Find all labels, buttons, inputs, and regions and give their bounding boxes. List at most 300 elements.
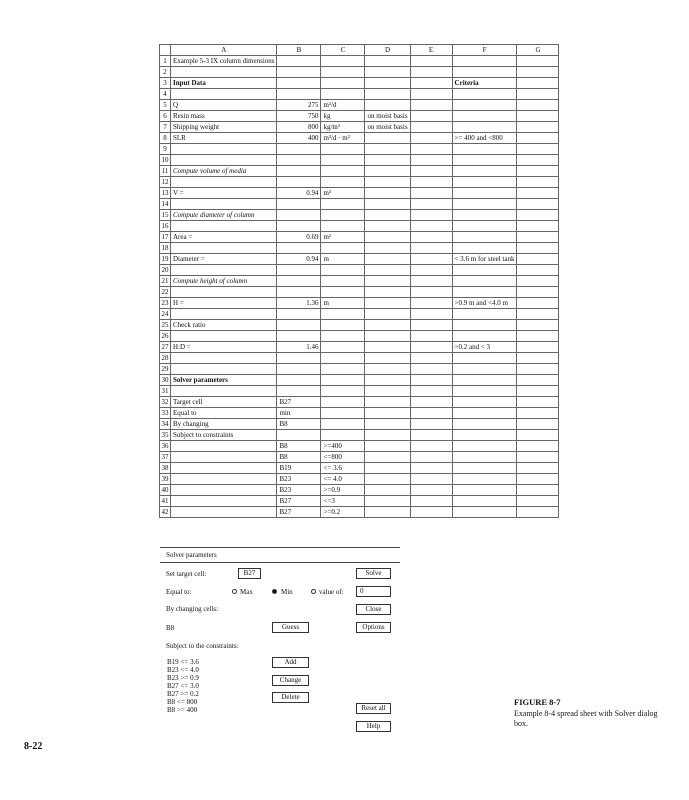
cell-e[interactable] xyxy=(410,232,452,243)
cell-e[interactable] xyxy=(410,67,452,78)
cell-c[interactable] xyxy=(321,364,365,375)
cell-g[interactable] xyxy=(517,221,559,232)
cell-d[interactable] xyxy=(365,463,410,474)
cell-g[interactable] xyxy=(517,364,559,375)
cell-b[interactable] xyxy=(277,166,321,177)
cell-f[interactable] xyxy=(452,408,517,419)
cell-a[interactable]: Resin mass xyxy=(171,111,277,122)
cell-e[interactable] xyxy=(410,353,452,364)
cell-a[interactable]: V = xyxy=(171,188,277,199)
cell-g[interactable] xyxy=(517,188,559,199)
cell-d[interactable] xyxy=(365,78,410,89)
changing-cells-input[interactable]: B8 xyxy=(166,624,175,632)
cell-g[interactable] xyxy=(517,331,559,342)
cell-b[interactable]: B27 xyxy=(277,507,321,518)
cell-f[interactable] xyxy=(452,144,517,155)
cell-a[interactable] xyxy=(171,144,277,155)
cell-g[interactable] xyxy=(517,67,559,78)
cell-e[interactable] xyxy=(410,496,452,507)
cell-a[interactable] xyxy=(171,243,277,254)
cell-b[interactable] xyxy=(277,276,321,287)
cell-c[interactable] xyxy=(321,419,365,430)
guess-button[interactable]: Guess xyxy=(272,622,309,633)
cell-b[interactable] xyxy=(277,221,321,232)
cell-d[interactable] xyxy=(365,309,410,320)
cell-e[interactable] xyxy=(410,265,452,276)
cell-e[interactable] xyxy=(410,199,452,210)
cell-a[interactable] xyxy=(171,452,277,463)
reset-all-button[interactable]: Reset all xyxy=(356,703,391,714)
cell-a[interactable] xyxy=(171,331,277,342)
cell-d[interactable] xyxy=(365,397,410,408)
cell-d[interactable] xyxy=(365,89,410,100)
cell-a[interactable]: Q xyxy=(171,100,277,111)
cell-c[interactable] xyxy=(321,287,365,298)
cell-g[interactable] xyxy=(517,155,559,166)
cell-f[interactable] xyxy=(452,386,517,397)
cell-f[interactable] xyxy=(452,331,517,342)
cell-f[interactable] xyxy=(452,177,517,188)
cell-g[interactable] xyxy=(517,287,559,298)
cell-c[interactable]: <=800 xyxy=(321,452,365,463)
cell-e[interactable] xyxy=(410,298,452,309)
cell-d[interactable] xyxy=(365,199,410,210)
cell-b[interactable]: B8 xyxy=(277,419,321,430)
cell-c[interactable]: m xyxy=(321,254,365,265)
cell-g[interactable] xyxy=(517,386,559,397)
cell-c[interactable] xyxy=(321,166,365,177)
cell-a[interactable] xyxy=(171,496,277,507)
cell-d[interactable] xyxy=(365,56,410,67)
cell-g[interactable] xyxy=(517,111,559,122)
cell-d[interactable] xyxy=(365,188,410,199)
cell-b[interactable]: 750 xyxy=(277,111,321,122)
cell-c[interactable]: m³/d · m² xyxy=(321,133,365,144)
cell-d[interactable] xyxy=(365,474,410,485)
cell-e[interactable] xyxy=(410,166,452,177)
cell-f[interactable] xyxy=(452,419,517,430)
cell-f[interactable] xyxy=(452,67,517,78)
cell-e[interactable] xyxy=(410,78,452,89)
cell-f[interactable] xyxy=(452,496,517,507)
cell-g[interactable] xyxy=(517,177,559,188)
cell-e[interactable] xyxy=(410,133,452,144)
cell-f[interactable] xyxy=(452,188,517,199)
constraint-item[interactable]: B23 <= 4.0 xyxy=(167,666,199,674)
cell-g[interactable] xyxy=(517,276,559,287)
cell-d[interactable] xyxy=(365,496,410,507)
cell-d[interactable] xyxy=(365,254,410,265)
cell-f[interactable] xyxy=(452,485,517,496)
cell-f[interactable]: >0.2 and < 3 xyxy=(452,342,517,353)
cell-e[interactable] xyxy=(410,408,452,419)
cell-a[interactable]: Example 5-3 IX column dimensions xyxy=(171,56,277,67)
cell-g[interactable] xyxy=(517,474,559,485)
cell-d[interactable] xyxy=(365,166,410,177)
cell-f[interactable] xyxy=(452,89,517,100)
cell-f[interactable] xyxy=(452,199,517,210)
cell-c[interactable] xyxy=(321,331,365,342)
cell-g[interactable] xyxy=(517,342,559,353)
cell-f[interactable] xyxy=(452,452,517,463)
cell-d[interactable] xyxy=(365,331,410,342)
cell-g[interactable] xyxy=(517,243,559,254)
cell-c[interactable] xyxy=(321,386,365,397)
cell-c[interactable] xyxy=(321,210,365,221)
cell-g[interactable] xyxy=(517,210,559,221)
cell-c[interactable] xyxy=(321,56,365,67)
cell-c[interactable] xyxy=(321,430,365,441)
cell-a[interactable] xyxy=(171,221,277,232)
min-radio[interactable] xyxy=(272,589,277,594)
cell-c[interactable] xyxy=(321,276,365,287)
cell-g[interactable] xyxy=(517,133,559,144)
cell-e[interactable] xyxy=(410,100,452,111)
cell-b[interactable] xyxy=(277,386,321,397)
cell-f[interactable] xyxy=(452,155,517,166)
cell-d[interactable] xyxy=(365,133,410,144)
cell-a[interactable]: Shipping weight xyxy=(171,122,277,133)
cell-c[interactable] xyxy=(321,243,365,254)
cell-e[interactable] xyxy=(410,188,452,199)
cell-d[interactable] xyxy=(365,408,410,419)
cell-d[interactable] xyxy=(365,232,410,243)
cell-a[interactable] xyxy=(171,287,277,298)
cell-d[interactable] xyxy=(365,419,410,430)
cell-g[interactable] xyxy=(517,166,559,177)
constraint-item[interactable]: B8 >= 400 xyxy=(167,706,198,714)
cell-e[interactable] xyxy=(410,144,452,155)
cell-a[interactable]: Input Data xyxy=(171,78,277,89)
cell-f[interactable]: Criteria xyxy=(452,78,517,89)
cell-b[interactable] xyxy=(277,177,321,188)
cell-e[interactable] xyxy=(410,320,452,331)
cell-b[interactable]: B23 xyxy=(277,474,321,485)
cell-d[interactable] xyxy=(365,276,410,287)
cell-e[interactable] xyxy=(410,221,452,232)
change-button[interactable]: Change xyxy=(272,675,309,686)
cell-e[interactable] xyxy=(410,122,452,133)
cell-c[interactable]: m² xyxy=(321,232,365,243)
cell-f[interactable] xyxy=(452,353,517,364)
cell-a[interactable]: Compute diameter of column xyxy=(171,210,277,221)
cell-f[interactable] xyxy=(452,375,517,386)
constraint-item[interactable]: B27 >= 0.2 xyxy=(167,690,199,698)
cell-a[interactable] xyxy=(171,155,277,166)
cell-g[interactable] xyxy=(517,309,559,320)
cell-c[interactable] xyxy=(321,397,365,408)
cell-d[interactable] xyxy=(365,287,410,298)
cell-g[interactable] xyxy=(517,441,559,452)
cell-c[interactable] xyxy=(321,342,365,353)
cell-e[interactable] xyxy=(410,287,452,298)
cell-b[interactable] xyxy=(277,243,321,254)
cell-g[interactable] xyxy=(517,496,559,507)
cell-d[interactable] xyxy=(365,485,410,496)
cell-d[interactable] xyxy=(365,210,410,221)
cell-c[interactable] xyxy=(321,375,365,386)
cell-b[interactable] xyxy=(277,331,321,342)
cell-a[interactable]: Target cell xyxy=(171,397,277,408)
constraint-item[interactable]: B8 <= 800 xyxy=(167,698,198,706)
cell-b[interactable]: B8 xyxy=(277,452,321,463)
cell-g[interactable] xyxy=(517,507,559,518)
delete-button[interactable]: Delete xyxy=(272,692,309,703)
cell-c[interactable] xyxy=(321,265,365,276)
cell-f[interactable] xyxy=(452,111,517,122)
cell-d[interactable] xyxy=(365,386,410,397)
cell-f[interactable] xyxy=(452,122,517,133)
cell-c[interactable] xyxy=(321,78,365,89)
cell-b[interactable] xyxy=(277,89,321,100)
cell-g[interactable] xyxy=(517,430,559,441)
cell-b[interactable] xyxy=(277,265,321,276)
cell-a[interactable]: Diameter = xyxy=(171,254,277,265)
cell-a[interactable]: Check ratio xyxy=(171,320,277,331)
cell-g[interactable] xyxy=(517,353,559,364)
max-radio[interactable] xyxy=(232,589,237,594)
cell-a[interactable]: Area = xyxy=(171,232,277,243)
constraint-item[interactable]: B19 <= 3.6 xyxy=(167,658,199,666)
cell-g[interactable] xyxy=(517,100,559,111)
cell-e[interactable] xyxy=(410,276,452,287)
cell-e[interactable] xyxy=(410,342,452,353)
cell-c[interactable]: m³ xyxy=(321,188,365,199)
cell-f[interactable] xyxy=(452,364,517,375)
cell-c[interactable] xyxy=(321,177,365,188)
cell-e[interactable] xyxy=(410,419,452,430)
cell-d[interactable] xyxy=(365,155,410,166)
cell-a[interactable] xyxy=(171,177,277,188)
cell-g[interactable] xyxy=(517,199,559,210)
cell-b[interactable]: 0.94 xyxy=(277,254,321,265)
cell-f[interactable] xyxy=(452,430,517,441)
cell-b[interactable] xyxy=(277,155,321,166)
cell-a[interactable]: Compute height of column xyxy=(171,276,277,287)
cell-b[interactable]: 400 xyxy=(277,133,321,144)
cell-d[interactable] xyxy=(365,430,410,441)
cell-b[interactable] xyxy=(277,144,321,155)
cell-d[interactable] xyxy=(365,375,410,386)
cell-f[interactable] xyxy=(452,56,517,67)
cell-b[interactable]: 0.69 xyxy=(277,232,321,243)
add-button[interactable]: Add xyxy=(272,657,309,668)
cell-e[interactable] xyxy=(410,89,452,100)
cell-e[interactable] xyxy=(410,397,452,408)
cell-b[interactable] xyxy=(277,375,321,386)
cell-f[interactable] xyxy=(452,441,517,452)
cell-d[interactable]: on moist basis xyxy=(365,111,410,122)
cell-a[interactable] xyxy=(171,386,277,397)
cell-c[interactable]: <= 3.6 xyxy=(321,463,365,474)
cell-d[interactable] xyxy=(365,243,410,254)
cell-b[interactable] xyxy=(277,210,321,221)
cell-g[interactable] xyxy=(517,463,559,474)
cell-e[interactable] xyxy=(410,177,452,188)
cell-b[interactable] xyxy=(277,320,321,331)
cell-f[interactable] xyxy=(452,463,517,474)
cell-a[interactable] xyxy=(171,485,277,496)
cell-d[interactable] xyxy=(365,452,410,463)
cell-b[interactable] xyxy=(277,430,321,441)
cell-e[interactable] xyxy=(410,452,452,463)
cell-f[interactable]: < 3.6 m for steel tank xyxy=(452,254,517,265)
cell-b[interactable] xyxy=(277,309,321,320)
cell-b[interactable]: 1.46 xyxy=(277,342,321,353)
cell-b[interactable] xyxy=(277,78,321,89)
cell-d[interactable]: on moist basis xyxy=(365,122,410,133)
cell-f[interactable] xyxy=(452,243,517,254)
cell-a[interactable]: Subject to constraints xyxy=(171,430,277,441)
cell-c[interactable] xyxy=(321,155,365,166)
value-of-input[interactable]: 0 xyxy=(356,586,391,597)
cell-a[interactable] xyxy=(171,474,277,485)
cell-b[interactable]: 275 xyxy=(277,100,321,111)
cell-c[interactable] xyxy=(321,67,365,78)
cell-b[interactable] xyxy=(277,199,321,210)
cell-g[interactable] xyxy=(517,89,559,100)
cell-d[interactable] xyxy=(365,221,410,232)
cell-b[interactable] xyxy=(277,56,321,67)
cell-e[interactable] xyxy=(410,474,452,485)
cell-b[interactable]: 1.36 xyxy=(277,298,321,309)
cell-a[interactable] xyxy=(171,507,277,518)
cell-b[interactable]: 800 xyxy=(277,122,321,133)
cell-b[interactable] xyxy=(277,287,321,298)
cell-b[interactable]: 0.94 xyxy=(277,188,321,199)
cell-g[interactable] xyxy=(517,408,559,419)
cell-b[interactable] xyxy=(277,67,321,78)
cell-d[interactable] xyxy=(365,320,410,331)
cell-d[interactable] xyxy=(365,100,410,111)
value-of-radio[interactable] xyxy=(311,589,316,594)
cell-e[interactable] xyxy=(410,463,452,474)
cell-g[interactable] xyxy=(517,298,559,309)
cell-d[interactable] xyxy=(365,177,410,188)
constraint-item[interactable]: B23 >= 0.9 xyxy=(167,674,199,682)
cell-f[interactable] xyxy=(452,221,517,232)
cell-g[interactable] xyxy=(517,254,559,265)
cell-g[interactable] xyxy=(517,397,559,408)
help-button[interactable]: Help xyxy=(356,721,391,732)
cell-e[interactable] xyxy=(410,430,452,441)
cell-c[interactable]: m³/d xyxy=(321,100,365,111)
cell-b[interactable]: B27 xyxy=(277,397,321,408)
cell-c[interactable]: kg xyxy=(321,111,365,122)
cell-f[interactable] xyxy=(452,320,517,331)
cell-e[interactable] xyxy=(410,507,452,518)
cell-a[interactable]: Equal to xyxy=(171,408,277,419)
cell-g[interactable] xyxy=(517,56,559,67)
cell-c[interactable] xyxy=(321,353,365,364)
target-cell-input[interactable]: B27 xyxy=(238,568,261,579)
cell-b[interactable]: B8 xyxy=(277,441,321,452)
constraint-item[interactable]: B27 <= 3.0 xyxy=(167,682,199,690)
cell-a[interactable] xyxy=(171,441,277,452)
cell-g[interactable] xyxy=(517,375,559,386)
cell-e[interactable] xyxy=(410,155,452,166)
cell-a[interactable]: SLR xyxy=(171,133,277,144)
cell-g[interactable] xyxy=(517,78,559,89)
cell-e[interactable] xyxy=(410,243,452,254)
cell-f[interactable] xyxy=(452,100,517,111)
cell-b[interactable] xyxy=(277,353,321,364)
cell-a[interactable] xyxy=(171,89,277,100)
cell-a[interactable] xyxy=(171,309,277,320)
cell-c[interactable] xyxy=(321,89,365,100)
cell-g[interactable] xyxy=(517,485,559,496)
cell-e[interactable] xyxy=(410,111,452,122)
cell-c[interactable]: >=0.9 xyxy=(321,485,365,496)
cell-c[interactable]: >=400 xyxy=(321,441,365,452)
cell-f[interactable] xyxy=(452,309,517,320)
cell-b[interactable]: min xyxy=(277,408,321,419)
cell-b[interactable]: B19 xyxy=(277,463,321,474)
cell-d[interactable] xyxy=(365,298,410,309)
cell-a[interactable]: By changing xyxy=(171,419,277,430)
cell-d[interactable] xyxy=(365,507,410,518)
cell-e[interactable] xyxy=(410,309,452,320)
cell-a[interactable]: H:D = xyxy=(171,342,277,353)
cell-g[interactable] xyxy=(517,232,559,243)
cell-f[interactable] xyxy=(452,232,517,243)
cell-g[interactable] xyxy=(517,320,559,331)
cell-e[interactable] xyxy=(410,485,452,496)
cell-f[interactable] xyxy=(452,397,517,408)
cell-f[interactable] xyxy=(452,507,517,518)
cell-e[interactable] xyxy=(410,386,452,397)
cell-f[interactable] xyxy=(452,276,517,287)
cell-c[interactable] xyxy=(321,320,365,331)
cell-c[interactable]: <=3 xyxy=(321,496,365,507)
cell-d[interactable] xyxy=(365,441,410,452)
cell-f[interactable] xyxy=(452,287,517,298)
cell-e[interactable] xyxy=(410,375,452,386)
cell-c[interactable] xyxy=(321,144,365,155)
cell-a[interactable]: Solver parameters xyxy=(171,375,277,386)
cell-e[interactable] xyxy=(410,364,452,375)
cell-f[interactable] xyxy=(452,166,517,177)
cell-g[interactable] xyxy=(517,265,559,276)
cell-c[interactable]: >=0.2 xyxy=(321,507,365,518)
cell-d[interactable] xyxy=(365,364,410,375)
cell-e[interactable] xyxy=(410,210,452,221)
cell-a[interactable] xyxy=(171,265,277,276)
cell-c[interactable] xyxy=(321,199,365,210)
cell-d[interactable] xyxy=(365,353,410,364)
cell-b[interactable] xyxy=(277,364,321,375)
cell-c[interactable] xyxy=(321,408,365,419)
cell-e[interactable] xyxy=(410,441,452,452)
cell-a[interactable] xyxy=(171,463,277,474)
cell-g[interactable] xyxy=(517,452,559,463)
cell-c[interactable] xyxy=(321,309,365,320)
cell-d[interactable] xyxy=(365,342,410,353)
cell-g[interactable] xyxy=(517,419,559,430)
cell-a[interactable] xyxy=(171,364,277,375)
cell-f[interactable]: >= 400 and <800 xyxy=(452,133,517,144)
cell-g[interactable] xyxy=(517,122,559,133)
cell-e[interactable] xyxy=(410,331,452,342)
cell-d[interactable] xyxy=(365,265,410,276)
cell-a[interactable] xyxy=(171,353,277,364)
solve-button[interactable]: Solve xyxy=(356,568,391,579)
cell-c[interactable]: kg/m³ xyxy=(321,122,365,133)
cell-e[interactable] xyxy=(410,254,452,265)
cell-a[interactable]: H = xyxy=(171,298,277,309)
cell-a[interactable] xyxy=(171,67,277,78)
close-button[interactable]: Close xyxy=(356,604,391,615)
